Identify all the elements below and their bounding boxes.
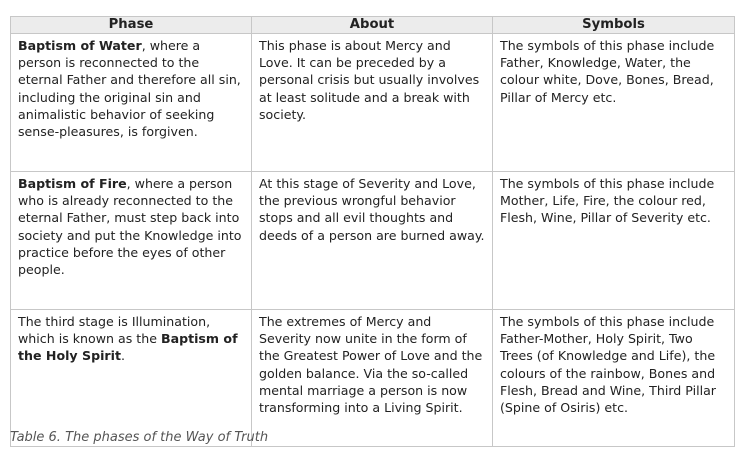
about-cell: At this stage of Severity and Love, the previous wrongful behavior stops and all evil thoughts and deeds of a person are burned away. — [252, 172, 493, 310]
about-cell: This phase is about Mercy and Love. It can be preceded by a personal crisis but usually involves at least solitude and a break with society. — [252, 34, 493, 172]
table-row — [11, 172, 735, 310]
phase-cell — [11, 310, 252, 447]
phase-name: Baptism of the Holy Spirit — [18, 331, 238, 364]
phase-text-post: . — [120, 348, 125, 364]
phases-table — [10, 16, 735, 447]
phase-cell — [11, 172, 252, 310]
symbols-cell: The symbols of this phase include Father-Mother, Holy Spirit, Two Trees (of Knowledge and Life), the colours of the rainbow, Bones and Flesh, Bread and Wine, Third Pillar (Spine of Osiris) etc. — [493, 310, 735, 447]
symbols-cell: The symbols of this phase include Father, Knowledge, Water, the colour white, Dove, Bones, Bread, Pillar of Mercy etc. — [493, 34, 735, 172]
header-symbols: Symbols — [493, 17, 735, 34]
phase-cell — [11, 34, 252, 172]
header-about: About — [252, 17, 493, 34]
table-row — [11, 310, 735, 447]
phase-name: Baptism of Fire — [18, 176, 127, 191]
phase-text-post: , where a person who is already reconnected to the eternal Father, must step back into society and put the Knowledge into practice before the eyes of other people. — [18, 176, 242, 278]
header-phase: Phase — [11, 17, 252, 34]
phase-text-pre: The third stage is Illumination, which is known as the — [18, 314, 211, 347]
table-caption: Table 6. The phases of the Way of Truth — [10, 430, 269, 445]
phase-name: Baptism of Water — [18, 38, 142, 53]
table-header-row — [11, 17, 735, 34]
symbols-cell: The symbols of this phase include Mother, Life, Fire, the colour red, Flesh, Wine, Pillar of Severity etc. — [493, 172, 735, 310]
about-cell: The extremes of Mercy and Severity now unite in the form of the Greatest Power of Love and the golden balance. Via the so-called mental marriage a person is now transforming into a Living Spirit. — [252, 310, 493, 447]
phase-text-post: , where a person is reconnected to the eternal Father and therefore all sin, including the original sin and animalistic behavior of seeking sense-pleasures, is forgiven. — [18, 38, 241, 140]
table-row — [11, 34, 735, 172]
